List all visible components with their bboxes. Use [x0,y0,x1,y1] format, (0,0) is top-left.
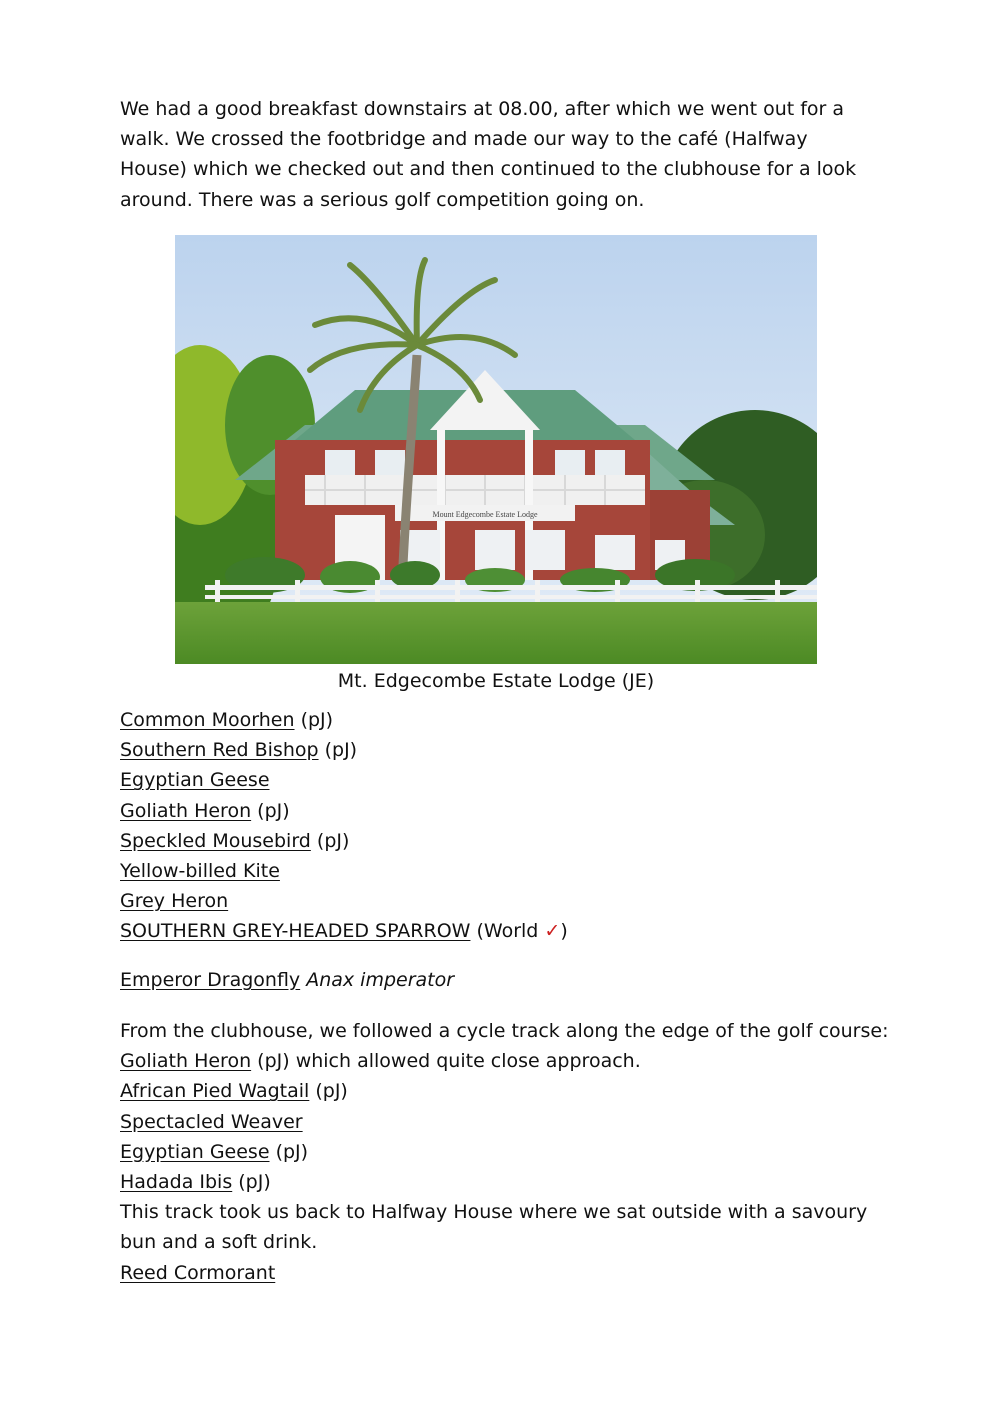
lifer-note-close: ) [560,920,568,943]
list-item-lifer [120,916,568,946]
species-name: Egyptian Geese [120,1140,270,1163]
list-item [120,1167,888,1197]
list-item [120,705,568,735]
dragonfly-entry [120,965,454,995]
species-note: (pJ) which allowed quite close approach. [257,1050,641,1073]
lodge-photo [175,235,817,664]
species-note: (pJ) [316,829,350,852]
species-name: Reed Cormorant [120,1261,276,1284]
species-note: (pJ) [257,799,290,822]
cycle-track-section [120,1016,888,1288]
species-name: Goliath Heron [120,1050,252,1073]
species-name: Emperor Dragonfly [120,969,301,991]
species-name: Spectacled Weaver [120,1110,303,1133]
narrative-line: bun and a soft drink. [120,1231,318,1254]
list-item [120,735,568,765]
species-name: Yellow-billed Kite [120,860,280,883]
list-item [120,826,568,856]
species-name: Egyptian Geese [120,769,270,792]
lifer-note-open: (World [476,920,539,943]
species-note: (pJ) [275,1140,309,1163]
species-name: SOUTHERN GREY-HEADED SPARROW [120,920,471,943]
section-intro: From the clubhouse, we followed a cycle track along the edge of the golf course: [120,1020,889,1042]
species-latin: Anax imperator [306,969,455,991]
list-item [120,1076,888,1106]
list-item [120,965,454,995]
bird-list-clubhouse [120,705,568,947]
species-name: Goliath Heron [120,799,252,822]
species-name: African Pied Wagtail [120,1080,310,1103]
list-item [120,856,568,886]
species-note: (pJ) [238,1171,271,1194]
check-icon: ✓ [544,920,561,943]
species-name: Common Moorhen [120,709,295,731]
intro-text: We had a good breakfast downstairs at 08.00, after which we went out for a walk. We crossed the footbridge and made our way to the café (Halfway House) which we checked out and then continued to the clubhouse for a look around. There was a serious golf competition going on. [120,98,857,211]
list-item [120,1258,888,1288]
species-note: (pJ) [315,1080,348,1103]
list-item [120,1137,888,1167]
list-item [120,1107,888,1137]
species-name: Hadada Ibis [120,1171,233,1194]
species-note: (pJ) [300,709,334,731]
photo-caption: Mt. Edgecombe Estate Lodge (JE) [337,670,655,692]
list-item [120,796,568,826]
narrative-line: This track took us back to Halfway House where we sat outside with a savoury [120,1201,868,1224]
list-item [120,886,568,916]
lodge-sign: Mount Edgecombe Estate Lodge [432,510,538,519]
lodge-photo-illustration [175,235,817,664]
species-note: (pJ) [324,739,358,762]
species-name: Speckled Mousebird [120,829,311,852]
species-name: Southern Red Bishop [120,739,319,762]
list-item [120,765,568,795]
list-item [120,1046,888,1076]
species-name: Grey Heron [120,890,229,913]
intro-paragraph [120,94,880,215]
